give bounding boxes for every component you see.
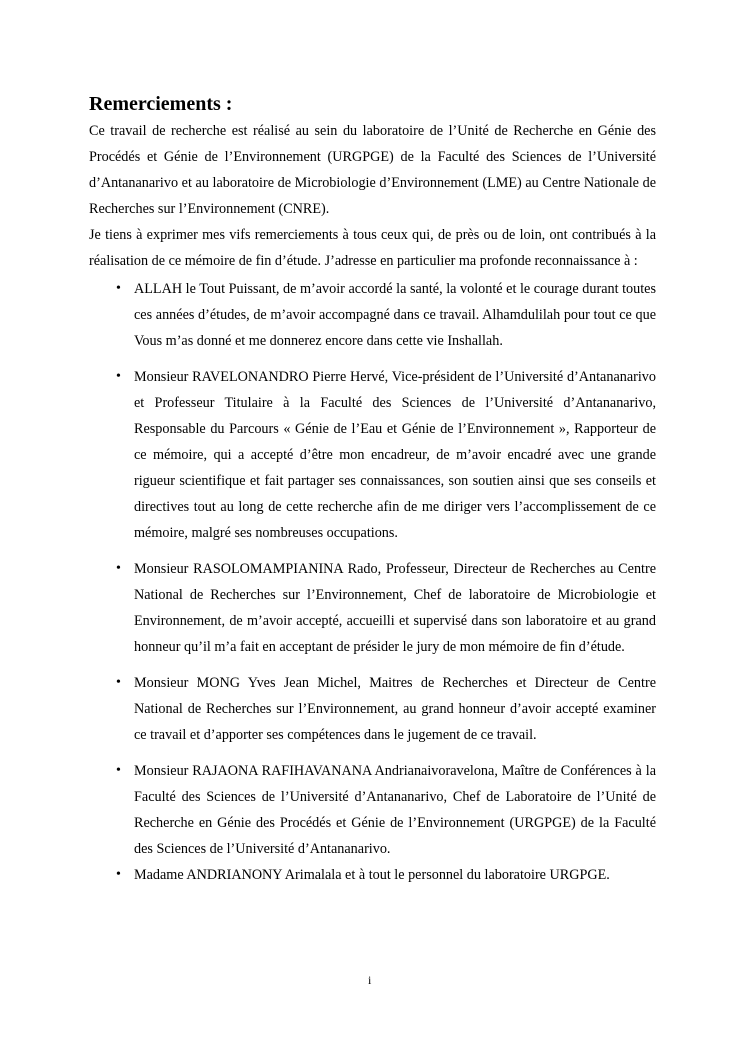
list-item-text: ALLAH le Tout Puissant, de m’avoir accordé la santé, la volonté et le courage durant toutes ces années d’études, de m’avoir accompagné dans ce travail. Alhamdulilah pour tout ce que Vous m’as donné et me donnerez encore dans cette vie Inshallah. <box>134 281 656 349</box>
list-item-text: Monsieur RAVELONANDRO Pierre Hervé, Vice-président de l’Université d’Antananarivo et Professeur Titulaire à la Faculté des Sciences de l’Université d’Antananarivo, Responsable du Parcours « Génie de l’Eau et Génie de l’Environnement », Rapporteur de ce mémoire, qui a accepté d’être mon encadreur, de m’avoir encadré avec une grande rigueur scientifique et fait partager ses connaissances, son soutien ainsi que ses conseils et directives tout au long de cette recherche afin de me diriger vers l’accomplissement de ce mémoire, malgré ses nombreuses occupations. <box>134 369 656 541</box>
bullet-icon: • <box>116 369 121 384</box>
bullet-icon: • <box>116 763 121 778</box>
list-item <box>89 364 656 546</box>
list-item <box>89 276 656 354</box>
intro-paragraph-1: Ce travail de recherche est réalisé au sein du laboratoire de l’Unité de Recherche en Génie des Procédés et Génie de l’Environnement (URGPGE) de la Faculté des Sciences de l’Université d’Antananarivo et au laboratoire de Microbiologie d’Environnement (LME) au Centre Nationale de Recherches sur l’Environnement (CNRE). <box>89 123 656 217</box>
list-item-text: Madame ANDRIANONY Arimalala et à tout le personnel du laboratoire URGPGE. <box>134 867 610 883</box>
list-item <box>89 862 656 888</box>
bullet-icon: • <box>116 675 121 690</box>
list-item-text: Monsieur RASOLOMAMPIANINA Rado, Professeur, Directeur de Recherches au Centre National de Recherches sur l’Environnement, Chef de laboratoire de Microbiologie et Environnement, de m’avoir accepté, accueilli et supervisé dans son laboratoire et au grand honneur qu’il m’a fait en acceptant de présider le jury de mon mémoire de fin d’étude. <box>134 561 656 655</box>
bullet-icon: • <box>116 281 121 296</box>
intro-paragraph-2: Je tiens à exprimer mes vifs remerciements à tous ceux qui, de près ou de loin, ont contribués à la réalisation de ce mémoire de fin d’étude. J’adresse en particulier ma profonde reconnaissance à : <box>89 227 656 269</box>
list-item <box>89 556 656 660</box>
page-number: i <box>368 973 372 987</box>
bullet-icon: • <box>116 867 121 882</box>
acknowledgement-list <box>89 276 656 888</box>
list-item-text: Monsieur MONG Yves Jean Michel, Maitres de Recherches et Directeur de Centre National de Recherches sur l’Environnement, au grand honneur d’avoir accepté examiner ce travail et d’apporter ses compétences dans le jugement de ce travail. <box>134 675 656 743</box>
page-title: Remerciements : <box>89 93 233 115</box>
page-content <box>89 92 656 888</box>
list-item-text: Monsieur RAJAONA RAFIHAVANANA Andrianaivoravelona, Maître de Conférences à la Faculté des Sciences de l’Université d’Antananarivo, Chef de Laboratoire de l’Unité de Recherche en Génie des Procédés et Génie de l’Environnement (URGPGE) de la Faculté des Sciences de l’Université d’Antananarivo. <box>134 763 656 857</box>
list-item <box>89 670 656 748</box>
bullet-icon: • <box>116 561 121 576</box>
list-item <box>89 758 656 862</box>
